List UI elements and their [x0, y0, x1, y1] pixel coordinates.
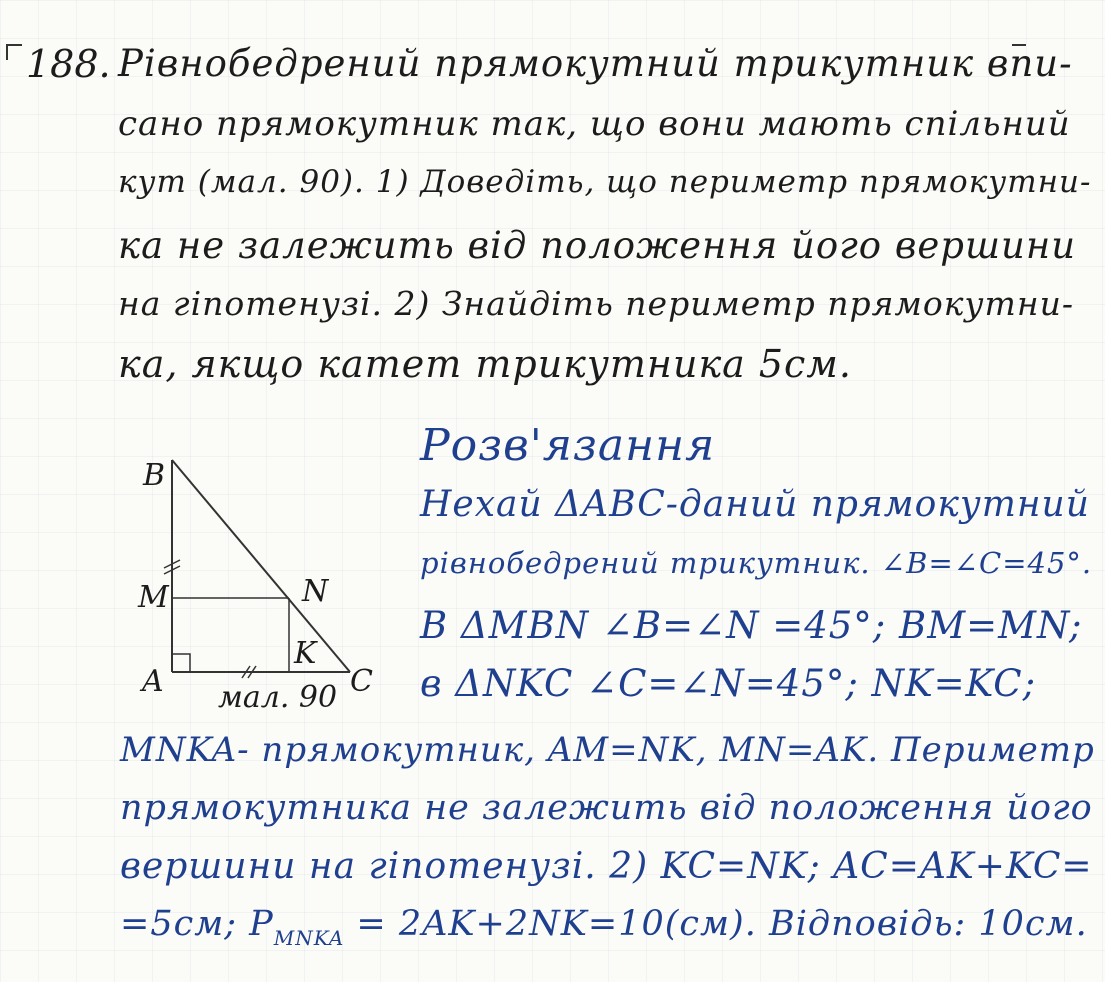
solution-line-8-start: =5см; [120, 904, 238, 944]
problem-line-4: ка не залежить від положення його вершини [118, 224, 1077, 267]
problem-line-6: ка, якщо катет трикутника 5см. [118, 342, 852, 386]
label-B: B [143, 458, 166, 493]
perimeter-subscript: MNKA [273, 926, 345, 950]
label-C: C [350, 664, 373, 699]
solution-line-1: Нехай ΔABC-даний прямокутний [420, 484, 1090, 525]
problem-line-2: сано прямокутник так, що вони мають спільний [118, 104, 1071, 144]
problem-line-1: Рівнобедрений прямокутний трикутник впи- [118, 42, 1073, 85]
label-N: N [302, 574, 329, 609]
label-M: M [138, 580, 169, 615]
problem-number: 188. [26, 42, 111, 86]
answer: Відповідь: 10см. [768, 904, 1088, 944]
hypotenuse-BC [172, 460, 350, 672]
solution-heading: Розв'язання [420, 420, 716, 471]
solution-line-5: MNKA- прямокутник, AM=NK, MN=AK. Периметр [120, 730, 1095, 770]
solution-line-3: В ΔMBN ∠B=∠N =45°; BM=MN; [420, 604, 1083, 647]
problem-line-3: кут (мал. 90). 1) Доведіть, що периметр прямокутни- [118, 164, 1092, 200]
solution-line-7: вершини на гіпотенузі. 2) KC=NK; AC=AK+KC= [120, 846, 1093, 887]
solution-line-2: рівнобедрений трикутник. ∠B=∠C=45°. [420, 546, 1093, 580]
perimeter-symbol: P [249, 904, 274, 944]
figure-caption: мал. 90 [218, 680, 338, 715]
problem-line-5: на гіпотенузі. 2) Знайдіть периметр прямокутни- [118, 284, 1074, 323]
perimeter-expression: = 2AK+2NK=10(см). [344, 904, 757, 944]
label-K: K [294, 636, 317, 671]
corner-mark-left [6, 44, 22, 60]
right-angle-mark [172, 654, 190, 672]
solution-line-6: прямокутника не залежить від положення його [120, 788, 1093, 828]
solution-line-8 [120, 904, 1088, 950]
solution-line-4: в ΔNKC ∠C=∠N=45°; NK=KC; [420, 662, 1037, 705]
label-A: A [142, 664, 164, 699]
